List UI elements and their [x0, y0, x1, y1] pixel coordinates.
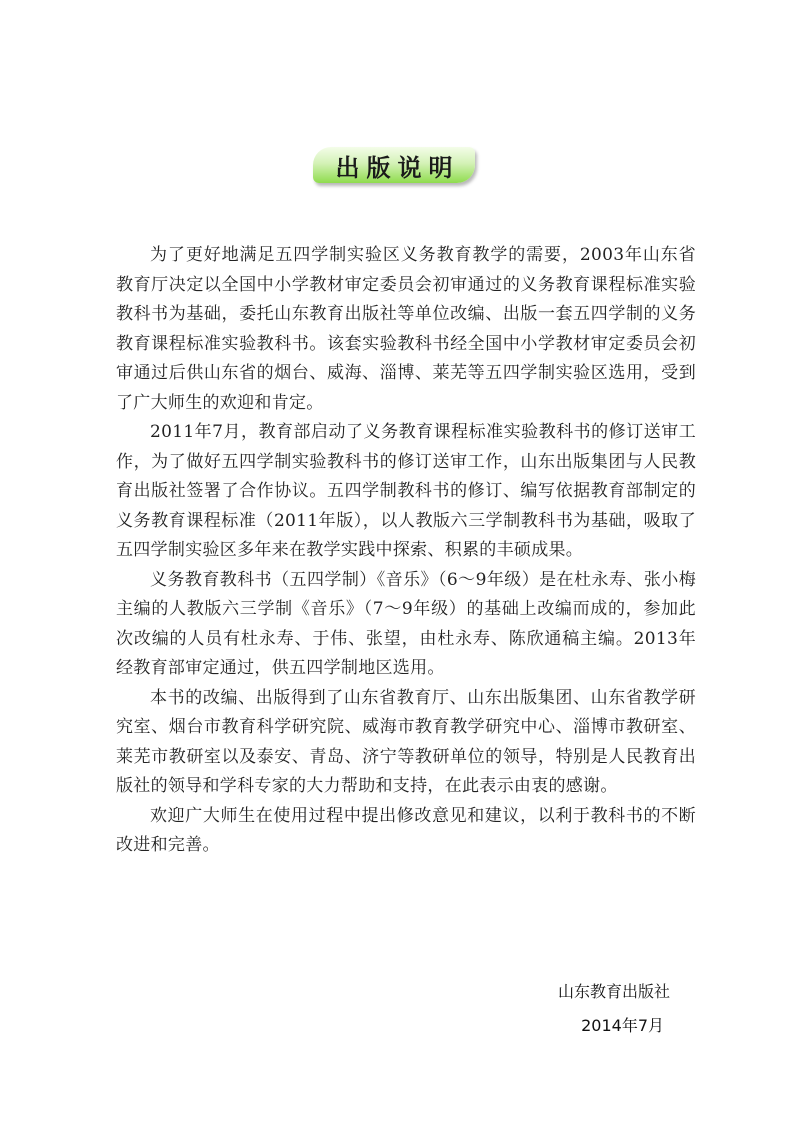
paragraph-2: 2011年7月，教育部启动了义务教育课程标准实验教科书的修订送审工作，为了做好五四学制实验教科书的修订送审工作，山东出版集团与人民教育出版社签署了合作协议。五四学制教科书的修订、编写依据教育部制定的义务教育课程标准（2011年版），以人教版六三学制教科书为基础，吸取了五四学制实验区多年来在教学实践中探索、积累的丰硕成果。	[116, 422, 696, 560]
paragraph-3: 义务教育教科书（五四学制）《音乐》（6～9年级）是在杜永寿、张小梅主编的人教版六三学制《音乐》（7～9年级）的基础上改编而成的，参加此次改编的人员有杜永寿、于伟、张望，由杜永寿、陈欣通稿主编。2013年经教育部审定通过，供五四学制地区选用。	[116, 569, 696, 678]
page-title: 出版说明	[335, 153, 460, 182]
signature-date: 2014年7月	[581, 1016, 664, 1035]
title-banner	[313, 147, 475, 183]
paragraph-1: 为了更好地满足五四学制实验区义务教育教学的需要，2003年山东省教育厅决定以全国中小学教材审定委员会初审通过的义务教育课程标准实验教科书为基础，委托山东教育出版社等单位改编、出版一套五四学制的义务教育课程标准实验教科书。该套实验教科书经全国中小学教材审定委员会初审通过后供山东省的烟台、威海、淄博、莱芜等五四学制实验区选用，受到了广大师生的欢迎和肯定。	[116, 245, 696, 413]
preface-body	[116, 241, 696, 861]
signature-publisher: 山东教育出版社	[557, 982, 670, 1001]
paragraph-4: 本书的改编、出版得到了山东省教育厅、山东出版集团、山东省教学研究室、烟台市教育科学研究院、威海市教育教学研究中心、淄博市教研室、莱芜市教研室以及泰安、青岛、济宁等教研单位的领导，特别是人民教育出版社的领导和学科专家的大力帮助和支持，在此表示由衷的感谢。	[116, 687, 696, 796]
paragraph-5: 欢迎广大师生在使用过程中提出修改意见和建议，以利于教科书的不断改进和完善。	[116, 805, 696, 855]
